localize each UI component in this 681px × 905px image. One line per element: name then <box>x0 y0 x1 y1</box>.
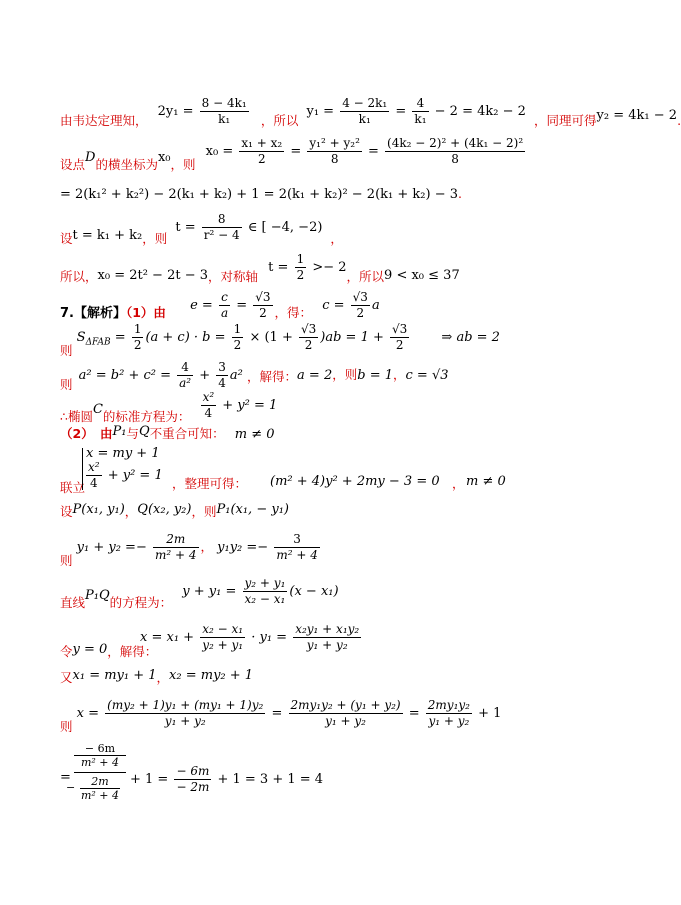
x1-x2-substitution-line: 又x₁ = my₁ + 1，x₂ = my₂ + 1 <box>60 668 254 685</box>
system-brace <box>82 448 83 490</box>
vieta-line: 由韦达定理知， 2y₁ = $\frac{\text{8 − 4k₁}}{\text{k₁}}$ ，所以 y₁ = $\frac{\text{4 − 2k₁}}{\text{k₁}}$ = $\frac{4}{\text{k₁}}$ − 2 = 4k₂ − 2 ，同理可得y₂ = 4k₁ − 2. <box>60 96 681 128</box>
part-2-line: （2） 由P₁与Q不重合可知： m ≠ 0 <box>60 424 275 442</box>
label: 由韦达定理知， <box>60 113 148 128</box>
solve-abc-line: 则 a² = b² + c² = $\frac{4}{\text{a²}}$ + $\frac{3}{4}$ a² ，解得：a = 2，则b = 1，c = √3 <box>60 360 449 392</box>
x0-definition-line: 设点D的横坐标为x₀，则 x₀ = $\frac{\text{x₁ + x₂}}{2}$ = $\frac{\text{y₁² + y₂²}}{8}$ = $\frac{\text{(4k₂ − 2)² + (4k₁ − 2)²}}{8}$ <box>60 136 524 172</box>
ellipse-equation-line: ∴椭圆C的标准方程为： $\frac{\text{x²}}{4}$ + y² = 1 <box>60 390 278 424</box>
symmetry-axis-line: 所以，x₀ = 2t² − 2t − 3，对称轴 t = $\frac{1}{2}$ >− 2，所以9 < x₀ ≤ 37 <box>60 252 460 284</box>
line-p1q-equation: 直线P₁Q的方程为： y + y₁ = $\frac{\text{y₂ + y₁}}{\text{x₂ − x₁}}$ (x − x₁) <box>60 576 339 610</box>
compound-fraction: − 6m m² + 4 − 2m m² + 4 <box>74 742 126 802</box>
vieta-sum-product-line: 则 y₁ + y₂ =− $\frac{2m}{\text{m² + 4}}$ ， y₁y₂ =− $\frac{3}{\text{m² + 4}}$ <box>60 532 318 568</box>
points-definition-line: 设P(x₁, y₁)，Q(x₂, y₂)，则P₁(x₁, − y₁) <box>60 502 289 519</box>
t-substitution-line: 设t = k₁ + k₂，则 t = $\frac{8}{\text{r² − 4}}$ ∈ [ −4, −2)， <box>60 212 343 246</box>
x-intercept-formula: x = x₁ + $\frac{\text{x₂ − x₁}}{\text{y₂ + y₁}}$ · y₁ = $\frac{\text{x₂y₁ + x₁y₂}}{\text{y₁ + y₂}}$ <box>140 622 360 652</box>
set-y-zero-line: 令y = 0，解得： <box>60 642 158 659</box>
expansion-line: = 2(k₁² + k₂²) − 2(k₁ + k₂) + 1 = 2(k₁ + k₂)² − 2(k₁ + k₂) − 3. <box>60 186 462 202</box>
fraction: $\frac{\text{8 − 4k₁}}{\text{k₁}}$ <box>201 96 247 126</box>
x-computation-line: 则 x = $\frac{\text{(my₂ + 1)y₁ + (my₁ + 1)y₂}}{\text{y₁ + y₂}}$ = $\frac{\text{2my₁y₂ + (y₁ + y₂)}}{\text{y₁ + y₂}}$ = $\frac{\text{2my₁y₂}}{\text{y₁ + y₂}}$ + 1 <box>60 698 502 734</box>
area-line: 则 $S_{\Delta FAB}$ = $\frac{1}{2}$ (a + c) · b = $\frac{1}{2}$ × (1 + $\frac{√3}{2}$ )ab = 1 + $\frac{√3}{2}$ ⇒ ab = 2 <box>60 322 500 358</box>
problem-7-header: 7.【解析】（1）由 e = $\frac{c}{a}$ = $\frac{√3}{2}$ ，得： c = $\frac{√3}{2}$ a <box>60 290 380 321</box>
